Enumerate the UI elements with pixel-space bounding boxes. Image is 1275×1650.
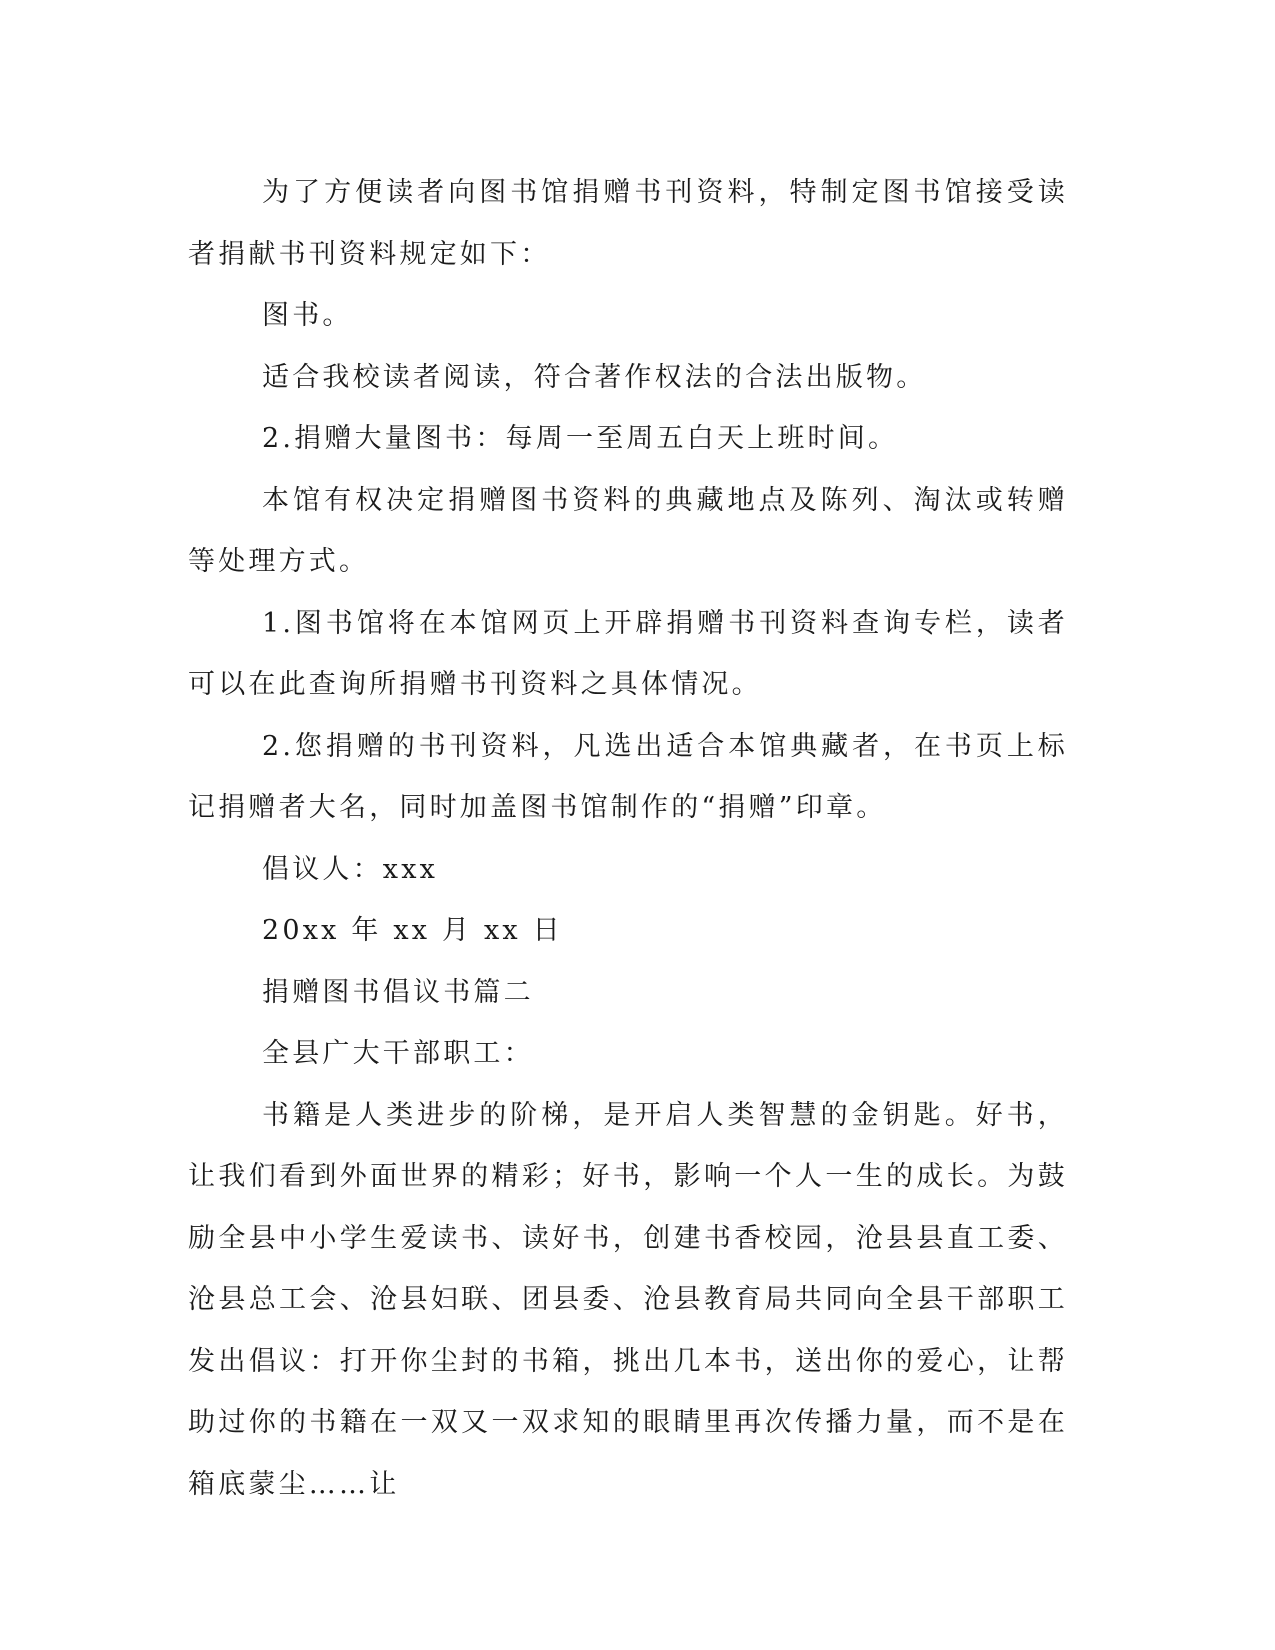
section-heading: 捐赠图书倡议书篇二	[262, 976, 534, 1008]
paragraph-books: 图书。	[262, 300, 353, 331]
paragraph-salutation: 全县广大干部职工：	[262, 1038, 534, 1069]
paragraph-donation-time: 2.捐赠大量图书：每周一至周五白天上班时间。	[262, 423, 899, 454]
paragraph-appeal: 书籍是人类进步的阶梯，是开启人类智慧的金钥匙。好书，让我们看到外面世界的精彩；好书，影响一个人一生的成长。为鼓励全县中小学生爱读书、读好书，创建书香校园，沧县县直工委、沧县总工会、沧县妇联、团县委、沧县教育局共同向全县干部职工发出倡议：打开你尘封的书箱，挑出几本书，送出你的爱心，让帮助过你的书籍在一双又一双求知的眼睛里再次传播力量，而不是在箱底蒙尘……让	[188, 1099, 1068, 1500]
document-body	[188, 162, 1068, 1515]
paragraph-date: 20xx 年 xx 月 xx 日	[262, 915, 563, 946]
paragraph-intro: 为了方便读者向图书馆捐赠书刊资料，特制定图书馆接受读者捐献书刊资料规定如下：	[188, 177, 1068, 270]
paragraph-initiator: 倡议人：xxx	[262, 853, 439, 885]
paragraph-library-rights: 本馆有权决定捐赠图书资料的典藏地点及陈列、淘汰或转赠等处理方式。	[188, 484, 1068, 577]
paragraph-query-column: 1.图书馆将在本馆网页上开辟捐赠书刊资料查询专栏，读者可以在此查询所捐赠书刊资料之具体情况。	[188, 607, 1068, 700]
paragraph-donor-mark: 2.您捐赠的书刊资料，凡选出适合本馆典藏者，在书页上标记捐赠者大名，同时加盖图书馆制作的“捐赠”印章。	[188, 730, 1068, 823]
paragraph-suitable: 适合我校读者阅读，符合著作权法的合法出版物。	[262, 361, 927, 393]
